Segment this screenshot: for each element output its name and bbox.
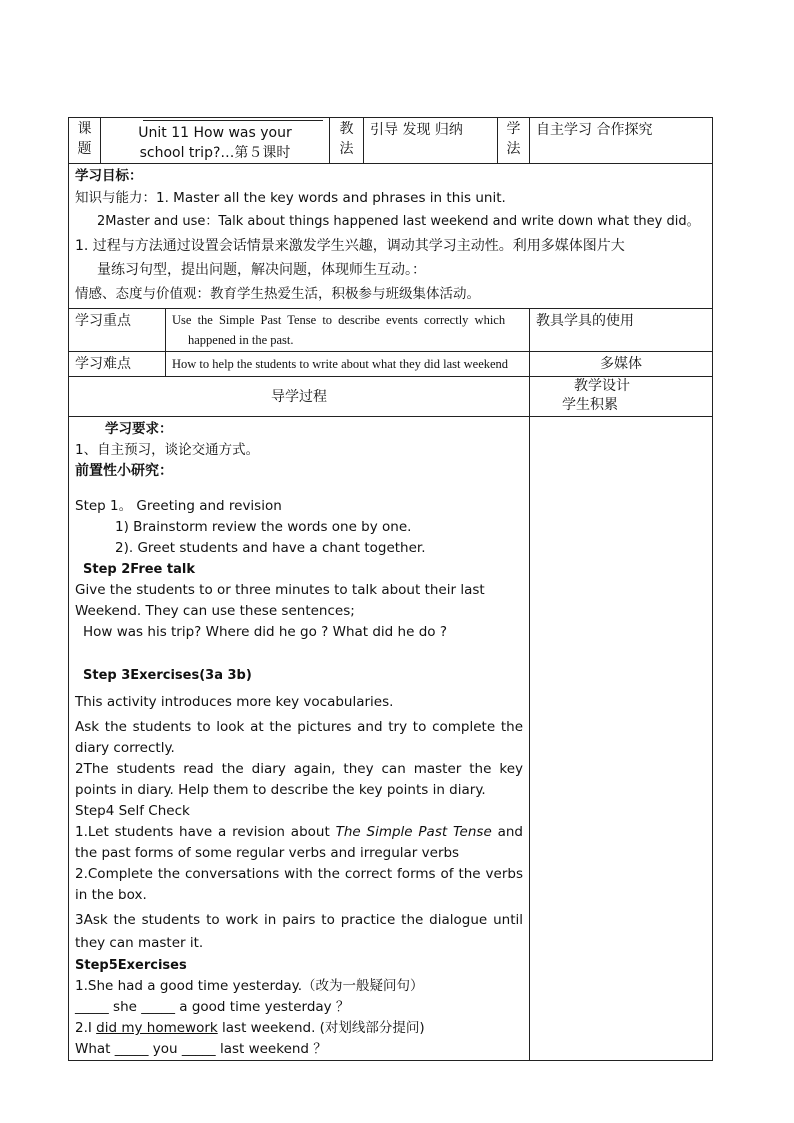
step3-line-a: This activity introduces more key vocabularies. <box>75 694 394 710</box>
key-point-label-cell <box>69 309 166 352</box>
requirements-line: 1、自主预习，谈论交通方式。 <box>75 442 260 458</box>
ke-ti-label-cell <box>69 118 101 164</box>
step2-line-c: How was his trip? Where did he go ? What did he do ? <box>83 624 447 640</box>
process-heading-cell <box>69 377 530 417</box>
step1-item-a: 1) Brainstorm review the words one by one. <box>115 519 412 535</box>
pre-study-heading: 前置性小研究： <box>75 463 173 479</box>
ke-ti-label: 课题 <box>77 121 92 157</box>
process-heading: 导学过程 <box>271 388 327 405</box>
jiaofa-value-cell <box>364 118 498 164</box>
xuefa-label-cell <box>498 118 530 164</box>
materials-label: 教具学具的使用 <box>536 313 634 329</box>
difficulty-text-cell <box>166 352 530 377</box>
difficulty-text: How to help the students to write about what they did last weekend <box>172 357 509 371</box>
exercise-2 <box>75 1018 523 1039</box>
lesson-title-line1: Unit 11 How was your <box>138 125 292 141</box>
xuefa-label: 学法 <box>506 121 521 157</box>
exercise-1: 1.She had a good time yesterday.（改为一般疑问句） <box>75 978 424 994</box>
exercise-1-blanks: _____ she _____ a good time yesterday ？ <box>75 999 350 1015</box>
objectives-process: 1. 过程与方法通过设置会话情景来激发学生兴趣，调动其学习主动性。利用多媒体图片大 <box>75 238 625 254</box>
lesson-plan-table <box>68 117 713 1061</box>
exercise-2-post: last weekend. (对划线部分提问) <box>217 1020 425 1036</box>
design-notes-cell <box>530 417 713 1061</box>
key-point-label: 学习重点 <box>75 313 131 329</box>
jiaofa-value: 引导 发现 归纳 <box>370 122 463 138</box>
objectives-cell <box>69 164 713 309</box>
objectives-heading: 学习目标： <box>75 168 143 184</box>
step4-line-a-em: The Simple Past Tense <box>335 824 492 840</box>
step3-line-b: Ask the students to look at the pictures and try to complete the diary correctly. <box>75 719 523 756</box>
exercise-2-underlined: did my homework <box>96 1020 218 1036</box>
objectives-emotion: 情感、态度与价值观：教育学生热爱生活，积极参与班级集体活动。 <box>75 286 480 302</box>
key-point-text-line1: Use the Simple Past Tense to describe events correctly which <box>172 313 506 327</box>
exercise-2-blanks: What _____ you _____ last weekend ？ <box>75 1041 327 1057</box>
step2-line-b: Weekend. They can use these sentences; <box>75 603 355 619</box>
materials-label-cell <box>530 309 713 352</box>
step4-line-b: 2.Complete the conversations with the correct forms of the verbs in the box. <box>75 866 523 903</box>
xuefa-value-cell <box>530 118 713 164</box>
requirements-heading: 学习要求： <box>105 421 173 437</box>
multimedia-cell <box>530 352 713 377</box>
step4-line-a <box>75 822 523 864</box>
step1-item-b: 2). Greet students and have a chant together. <box>115 540 426 556</box>
step4-line-a-pre: 1.Let students have a revision about <box>75 824 336 840</box>
key-point-text-cell <box>166 309 530 352</box>
lesson-plan-page <box>68 117 712 1061</box>
exercise-2-pre: 2.I <box>75 1020 97 1036</box>
step2-line-a: Give the students to or three minutes to talk about their last <box>75 582 485 598</box>
objectives-knowledge: 知识与能力：1. Master all the key words and phrases in this unit. <box>75 190 506 206</box>
objectives-process-cont: 量练习句型，提出问题，解决问题，体现师生互动。： <box>97 262 426 278</box>
step3-heading: Step 3Exercises(3a 3b) <box>83 668 252 683</box>
xuefa-value: 自主学习 合作探究 <box>536 122 653 138</box>
lesson-title-line2: school trip?…第５课时 <box>139 145 291 161</box>
difficulty-label: 学习难点 <box>75 356 131 372</box>
step1-heading: Step 1。 Greeting and revision <box>75 498 282 514</box>
step4-heading: Step4 Self Check <box>75 803 190 819</box>
difficulty-label-cell <box>69 352 166 377</box>
teaching-design-label: 教学设计 <box>574 378 630 394</box>
student-accumulation-label: 学生积累 <box>562 397 618 413</box>
process-body-cell <box>69 417 530 1061</box>
key-point-text-line2: happened in the past. <box>188 333 294 347</box>
step2-heading: Step 2Free talk <box>83 562 195 577</box>
design-heading-cell <box>530 377 713 417</box>
multimedia-label: 多媒体 <box>600 356 642 372</box>
jiaofa-label-cell <box>330 118 364 164</box>
step4-line-a-post: and the past forms of some regular verbs and irregular verbs <box>75 824 523 861</box>
objectives-master: 2Master and use：Talk about things happened last weekend and write down what they did。 <box>97 214 700 229</box>
lesson-title-cell <box>101 118 330 164</box>
step4-line-c: 3Ask the students to work in pairs to practice the dialogue until they can master it. <box>75 912 523 951</box>
jiaofa-label: 教法 <box>339 121 354 157</box>
step5-heading: Step5Exercises <box>75 958 187 973</box>
step3-line-c: 2The students read the diary again, they can master the key points in diary. Help them to describe the key points in diary. <box>75 761 523 798</box>
